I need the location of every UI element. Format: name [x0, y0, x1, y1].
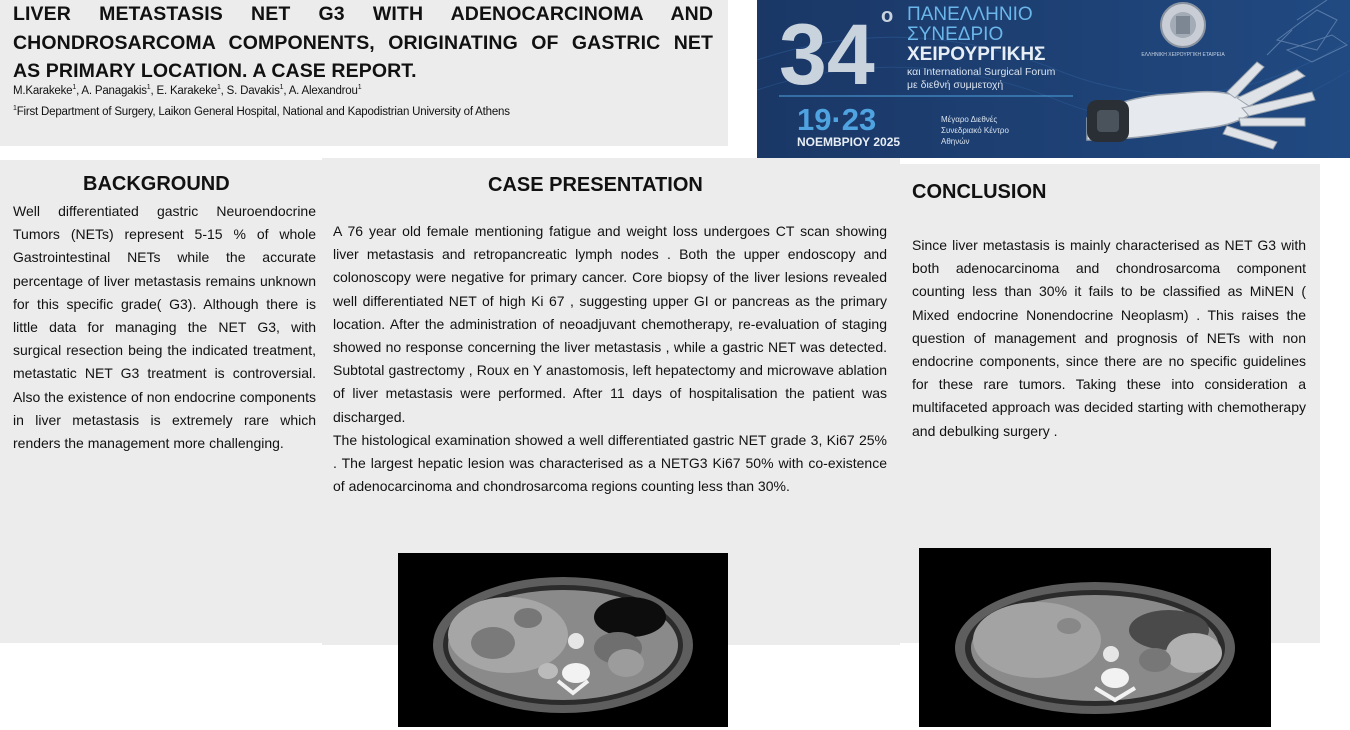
conclusion-title: CONCLUSION	[912, 181, 1047, 203]
title-line-3: AS PRIMARY LOCATION. A CASE REPORT.	[13, 60, 417, 82]
banner-line-5: με διεθνή συμμετοχή	[907, 79, 1004, 91]
banner-society: ΕΛΛΗΝΙΚΗ ΧΕΙΡΟΥΡΓΙΚΗ ΕΤΑΙΡΕΙΑ	[1141, 52, 1225, 58]
case-paragraph-2: The histological examination showed a well differentiated gastric NET grade 3, Ki67 25% . The largest hepatic lesion was characterised as a NETG3 Ki67 50% with co-existence of adenocarcinoma and chondrosarcoma regions counting less than 30%.	[333, 431, 887, 495]
case-presentation-title: CASE PRESENTATION	[488, 174, 703, 196]
banner-month: ΝΟΕΜΒΡΙΟΥ 2025	[797, 135, 901, 149]
background-title: BACKGROUND	[83, 173, 230, 195]
author: E. Karakeke	[156, 84, 217, 97]
banner-venue-2: Συνεδριακό Κέντρο	[941, 126, 1009, 135]
banner-graphic	[757, 0, 1350, 158]
poster-header	[0, 0, 728, 146]
ct-scan-image-2	[919, 548, 1271, 727]
banner-venue-1: Μέγαρο Διεθνές	[941, 115, 998, 124]
author-list: M.Karakeke$^1$, A. Panagakis$^1$, E. Karakeke$^1$, S. Davakis$^1$, A. Alexandrou$^1$	[13, 84, 362, 97]
ct-scan-image-1	[398, 553, 728, 727]
banner-line-4: και International Surgical Forum	[907, 66, 1056, 78]
case-presentation-text	[333, 220, 887, 498]
banner-superscript: ο	[881, 5, 894, 27]
banner-venue-3: Αθηνών	[941, 137, 970, 146]
banner-line-2: ΣΥΝΕΔΡΙΟ	[907, 24, 1004, 45]
case-paragraph-1: A 76 year old female mentioning fatigue and weight loss undergoes CT scan showing liver metastasis and retropancreatic lymph nodes . Both the upper endoscopy and colonoscopy were negative for primary cancer. Core biopsy of the liver lesions revealed well differentiated NET of high Ki 67 , suggesting upper GI or pancreas as the primary location. After the administration of neoadjuvant chemotherapy, re-evaluation of staging showed no response concerning the liver metastasis , while a gastric NET was detected. Subtotal gastrectomy , Roux en Y anastomosis, left hepatectomy and microwave ablation of liver metastasis were performed. After 11 days of hospitalisation the patient was discharged.	[333, 223, 887, 425]
author: M.Karakeke	[13, 84, 73, 97]
author: A. Alexandrou	[288, 84, 358, 97]
ct-scan-graphic	[919, 548, 1271, 727]
background-panel	[0, 160, 322, 643]
ct-scan-graphic	[398, 553, 728, 727]
society-emblem-icon	[1161, 3, 1205, 47]
title-line-2: CHONDROSARCOMA COMPONENTS, ORIGINATING OF GASTRIC NET	[13, 31, 713, 54]
author: S. Davakis	[226, 84, 280, 97]
conference-banner	[757, 0, 1350, 158]
background-text: Well differentiated gastric Neuroendocrine Tumors (NETs) represent 5-15 % of whole Gastrointestinal NETs while the accurate percentage of liver metastasis remains unknown for this specific grade( G3). Although there is little data for managing the NET G3, with surgical resection being the indicated treatment, metastatic NET G3 treatment is controversial. Also the existence of non endocrine components in liver metastasis is extremely rare which renders the management more challenging.	[13, 203, 316, 452]
affiliation: $^1$First Department of Surgery, Laikon General Hospital, National and Kapodistrian University of Athens	[13, 105, 510, 118]
banner-dates: 19·23	[797, 102, 877, 137]
conclusion-text: Since liver metastasis is mainly characterised as NET G3 with both adenocarcinoma and chondrosarcoma component counting less than 30% it fails to be classified as MiNEN ( Mixed endocrine Nonendocrine Neoplasm) . This raises the question of management and prognosis of NETs with non endocrine components, since there are no specific guidelines for these rare tumors. Taking these into consideration a multifaceted approach was decided starting with chemotherapy and debulking surgery .	[912, 237, 1306, 439]
poster-title	[13, 0, 713, 86]
title-line-1: LIVER METASTASIS NET G3 WITH ADENOCARCINOMA AND	[13, 3, 713, 25]
banner-line-3: ΧΕΙΡΟΥΡΓΙΚΗΣ	[907, 44, 1046, 65]
author: A. Panagakis	[81, 84, 147, 97]
banner-number: 34	[779, 7, 875, 103]
banner-line-1: ΠΑΝΕΛΛΗΝΙΟ	[907, 4, 1033, 25]
